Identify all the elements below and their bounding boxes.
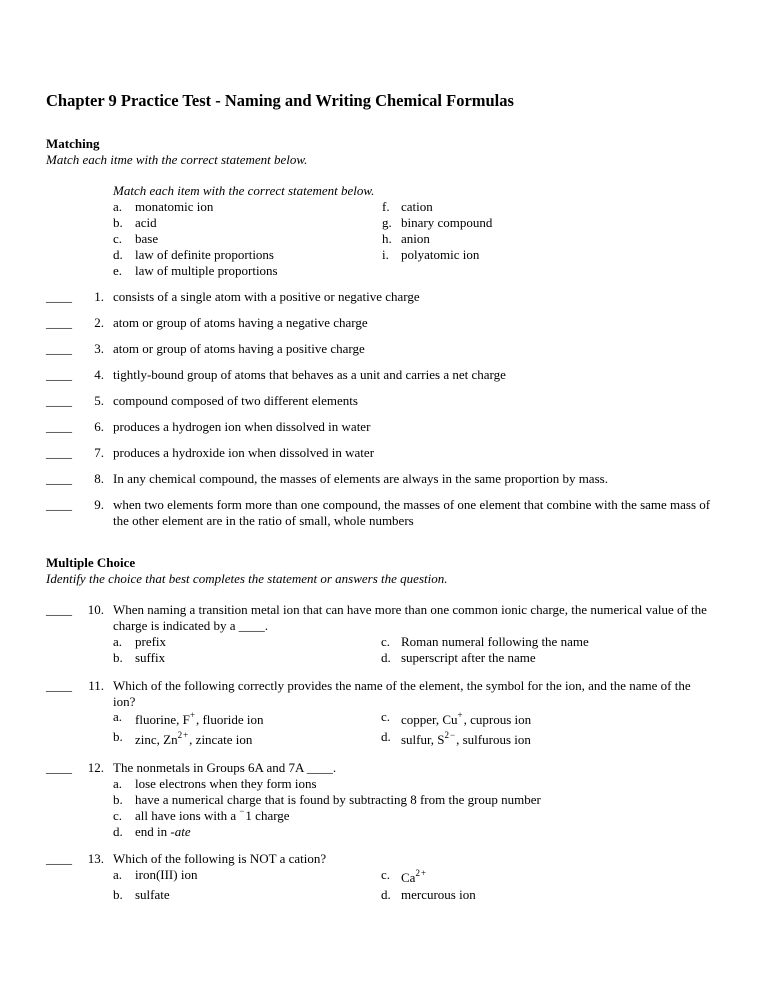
option-c[interactable] (401, 870, 427, 886)
option-letter: c. (381, 634, 391, 649)
option-letter: b. (113, 887, 123, 902)
option-text: zinc, Zn (135, 732, 178, 747)
ion-charge: 2+ (415, 868, 428, 878)
answer-blank[interactable]: ____ (46, 341, 72, 356)
ion-charge: + (189, 710, 196, 720)
answer-blank[interactable]: ____ (46, 289, 72, 304)
multiple-choice-heading: Multiple Choice (46, 555, 136, 570)
question-text: when two elements form more than one compound, the masses of one element that combine with the same mass of the other element are in the ratio of small, whole numbers (113, 497, 711, 528)
option-b[interactable]: sulfate (135, 887, 170, 902)
option-d[interactable]: superscript after the name (401, 650, 536, 665)
option-d[interactable]: mercurous ion (401, 887, 476, 902)
option-text: , cuprous ion (463, 712, 532, 727)
option-b[interactable] (135, 732, 252, 748)
charge-sign: − (239, 806, 246, 816)
answer-blank[interactable]: ____ (46, 760, 72, 775)
answer-blank[interactable]: ____ (46, 367, 72, 382)
option-a[interactable]: lose electrons when they form ions (135, 776, 317, 791)
multiple-choice-instructions: Identify the choice that best completes the statement or answers the question. (46, 571, 448, 586)
question-text: When naming a transition metal ion that can have more than one common ionic charge, the numerical value of the charge is indicated by a ____. (113, 602, 707, 633)
question-text: compound composed of two different elements (113, 393, 358, 408)
question-number: 4. (94, 367, 104, 382)
choice-letter: e. (113, 263, 123, 278)
question-number: 7. (94, 445, 104, 460)
option-text: sulfur, S (401, 732, 445, 747)
question-text: Which of the following is NOT a cation? (113, 851, 327, 866)
question-number: 8. (94, 471, 104, 486)
option-c[interactable]: Roman numeral following the name (401, 634, 589, 649)
question-text: In any chemical compound, the masses of elements are always in the same proportion by mass. (113, 471, 608, 486)
matching-instructions: Match each itme with the correct statement below. (46, 152, 308, 167)
answer-blank[interactable]: ____ (46, 393, 72, 408)
answer-blank[interactable]: ____ (46, 471, 72, 486)
question-number: 13. (87, 851, 104, 866)
answer-blank[interactable]: ____ (46, 497, 72, 512)
choice-letter: d. (113, 247, 123, 262)
answer-blank[interactable]: ____ (46, 445, 72, 460)
question-number: 11. (88, 678, 104, 693)
answer-blank[interactable]: ____ (46, 678, 72, 693)
question-text: Which of the following correctly provides the name of the element, the symbol for the ion, and the name of the ion? (113, 678, 691, 709)
option-letter: b. (113, 792, 123, 807)
answer-blank[interactable]: ____ (46, 315, 72, 330)
option-letter: d. (113, 824, 123, 839)
option-letter: b. (113, 729, 123, 744)
choice-text: law of multiple proportions (135, 263, 278, 278)
question-number: 12. (87, 760, 104, 775)
choice-letter: a. (113, 199, 123, 214)
question-number: 5. (94, 393, 104, 408)
matching-box-instruction: Match each item with the correct statement below. (113, 183, 375, 198)
option-c[interactable] (401, 712, 531, 728)
ion-charge: 2+ (177, 730, 190, 740)
choice-text: law of definite proportions (135, 247, 274, 262)
question-number: 2. (94, 315, 104, 330)
question-text: consists of a single atom with a positive or negative charge (113, 289, 420, 304)
option-text: 1 charge (245, 808, 290, 823)
option-letter: a. (113, 709, 123, 724)
option-letter: d. (381, 729, 391, 744)
choice-letter: b. (113, 215, 123, 230)
option-a[interactable] (135, 712, 263, 728)
option-letter: d. (381, 650, 391, 665)
choice-text: cation (401, 199, 433, 214)
matching-heading: Matching (46, 136, 100, 151)
option-text: Ca (401, 870, 416, 885)
ion-charge: 2− (444, 730, 457, 740)
option-b[interactable]: have a numerical charge that is found by subtracting 8 from the group number (135, 792, 541, 807)
option-a[interactable]: prefix (135, 634, 167, 649)
option-letter: a. (113, 776, 123, 791)
option-letter: a. (113, 867, 123, 882)
question-text: The nonmetals in Groups 6A and 7A ____. (113, 760, 337, 775)
question-text: tightly-bound group of atoms that behaves as a unit and carries a net charge (113, 367, 506, 382)
question-number: 6. (94, 419, 104, 434)
choice-text: anion (401, 231, 430, 246)
option-a[interactable]: iron(III) ion (135, 867, 198, 882)
option-c[interactable] (135, 808, 290, 824)
question-text: produces a hydroxide ion when dissolved in water (113, 445, 375, 460)
suffix-text: -ate (170, 824, 191, 839)
question-number: 1. (94, 289, 104, 304)
question-text: atom or group of atoms having a negative charge (113, 315, 368, 330)
choice-letter: f. (382, 199, 390, 214)
ion-charge: + (457, 710, 464, 720)
option-letter: a. (113, 634, 123, 649)
choice-letter: g. (382, 215, 392, 230)
option-text: , fluoride ion (195, 712, 264, 727)
choice-text: base (135, 231, 159, 246)
option-d[interactable] (401, 732, 531, 748)
choice-text: binary compound (401, 215, 493, 230)
option-letter: b. (113, 650, 123, 665)
answer-blank[interactable]: ____ (46, 419, 72, 434)
choice-letter: c. (113, 231, 123, 246)
option-letter: c. (381, 867, 391, 882)
option-text: copper, Cu (401, 712, 458, 727)
answer-blank[interactable]: ____ (46, 851, 72, 866)
choice-text: polyatomic ion (401, 247, 480, 262)
option-d[interactable] (135, 824, 191, 840)
question-number: 10. (87, 602, 104, 617)
option-b[interactable]: suffix (135, 650, 166, 665)
option-text: , sulfurous ion (456, 732, 531, 747)
choice-text: monatomic ion (135, 199, 214, 214)
page-title: Chapter 9 Practice Test - Naming and Writing Chemical Formulas (46, 91, 514, 110)
option-text: , zincate ion (189, 732, 253, 747)
question-text: atom or group of atoms having a positive charge (113, 341, 365, 356)
option-letter: c. (381, 709, 391, 724)
option-text: fluorine, F (135, 712, 190, 727)
option-letter: c. (113, 808, 123, 823)
question-number: 9. (94, 497, 104, 512)
question-number: 3. (94, 341, 104, 356)
choice-letter: i. (382, 247, 389, 262)
option-text: end in (135, 824, 171, 839)
question-text: produces a hydrogen ion when dissolved in water (113, 419, 371, 434)
choice-text: acid (135, 215, 157, 230)
option-letter: d. (381, 887, 391, 902)
answer-blank[interactable]: ____ (46, 602, 72, 617)
option-text: all have ions with a (135, 808, 240, 823)
choice-letter: h. (382, 231, 392, 246)
